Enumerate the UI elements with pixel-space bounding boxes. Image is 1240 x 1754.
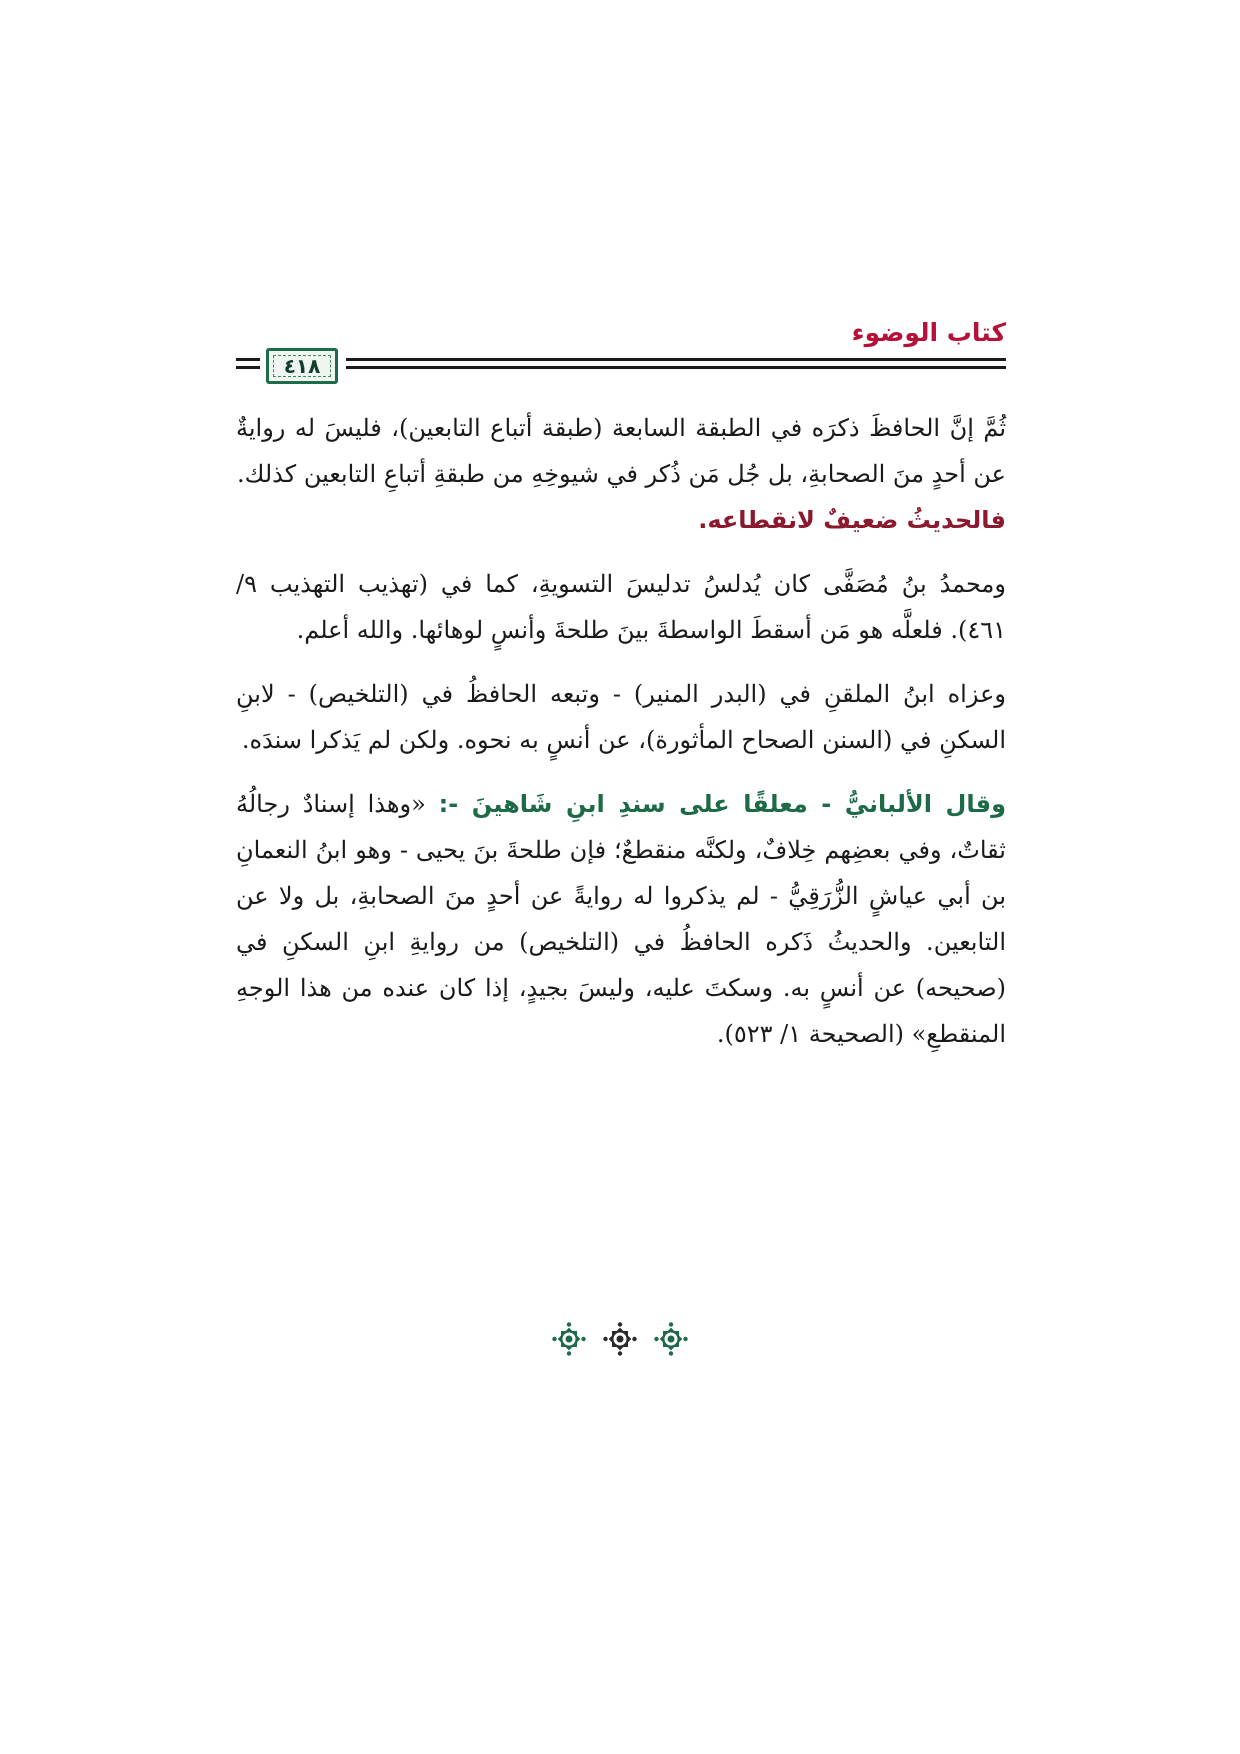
page-number-badge <box>266 348 338 384</box>
header-rule-left <box>236 358 260 369</box>
page-number: ٤١٨ <box>283 354 321 378</box>
flower-ornament-icon <box>552 1322 586 1356</box>
header-rule-right <box>346 358 1006 369</box>
page-body <box>236 405 1006 1057</box>
albani-attribution: وقال الألبانيُّ - معلقًا على سندِ ابنِ شَاهينَ -: <box>438 790 1006 818</box>
page-header <box>236 318 1006 390</box>
paragraph-1: ثُمَّ إنَّ الحافظَ ذكرَه في الطبقة السابعة (طبقة أتباع التابعين)، فليسَ له روايةٌ عن أحدٍ منَ الصحابةِ، بل جُل مَن ذُكر في شيوخِهِ من طبقةِ أتباعِ التابعين كذلك. <box>236 414 1006 488</box>
section-end-ornament <box>0 1322 1240 1356</box>
paragraph-4 <box>236 781 1006 1057</box>
book-title: كتاب الوضوء <box>851 318 1006 347</box>
flower-ornament-icon <box>603 1322 637 1356</box>
flower-ornament-icon <box>654 1322 688 1356</box>
section-heading: فالحديثُ ضعيفٌ لانقطاعه. <box>698 506 1006 534</box>
paragraph-2: ومحمدُ بنُ مُصَفَّى كان يُدلسُ تدليسَ التسويةِ، كما في (تهذيب التهذيب ٩/ ٤٦١). فلعلَّه هو مَن أسقطَ الواسطةَ بينَ طلحةَ وأنسٍ لوهائها. والله أعلم. <box>236 570 1006 644</box>
albani-quote: «وهذا إسنادٌ رجالُهُ ثقاتٌ، وفي بعضِهم خِلافٌ، ولكنَّه منقطعٌ؛ فإن طلحةَ بنَ يحيى - وهو ابنُ النعمانِ بن أبي عياشٍ الزُّرَقِيُّ - لم يذكروا له روايةً عن أحدٍ منَ الصحابةِ، بل ولا عن التابعين. والحديثُ ذَكره الحافظُ في (التلخيص) من روايةِ ابنِ السكنِ في (صحيحه) عن أنسٍ به. وسكتَ عليه، وليسَ بجيدٍ، إذا كان عنده من هذا الوجهِ المنقطعِ» (الصحيحة ١/ ٥٢٣). <box>236 790 1006 1048</box>
paragraph-3: وعزاه ابنُ الملقنِ في (البدر المنير) - وتبعه الحافظُ في (التلخيص) - لابنِ السكنِ في (السنن الصحاح المأثورة)، عن أنسٍ به نحوه. ولكن لم يَذكرا سندَه. <box>236 680 1006 754</box>
